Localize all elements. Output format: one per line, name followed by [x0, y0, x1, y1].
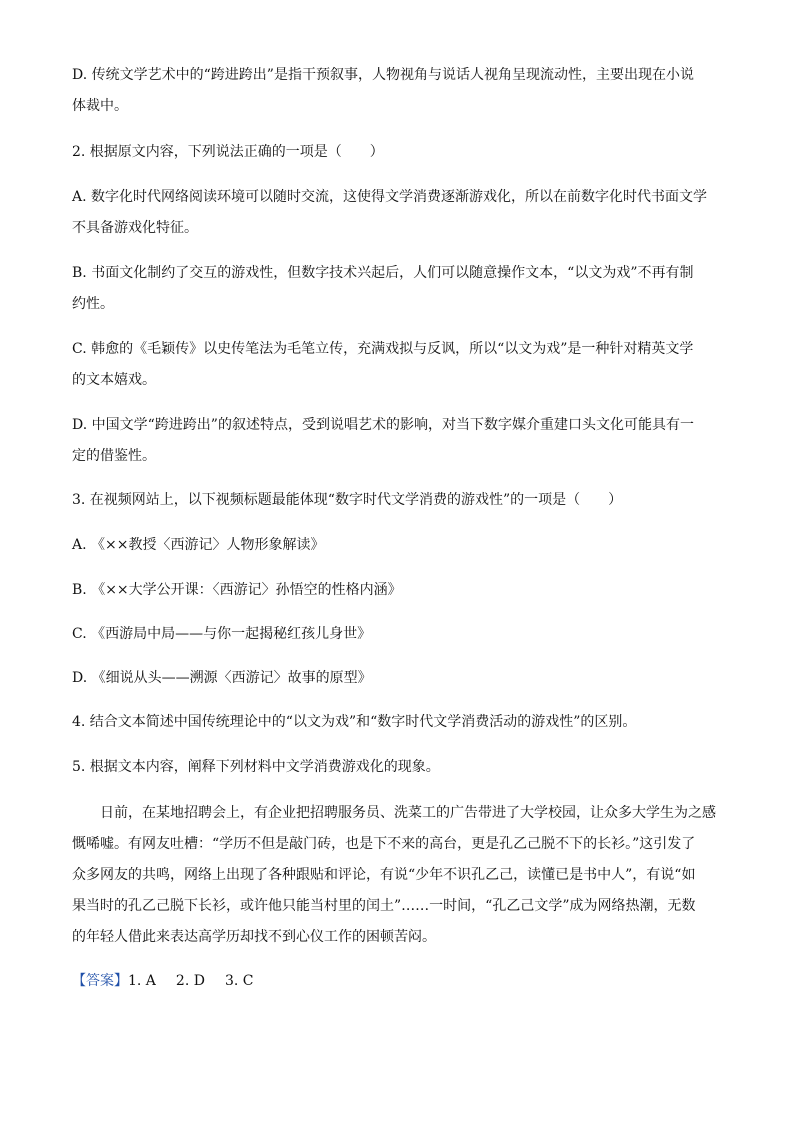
- question-3: 3. 在视频网站上，以下视频标题最能体现“数字时代文学消费的游戏性”的一项是（ ）: [72, 492, 623, 508]
- option-3b: B. 《××大学公开课：〈西游记〉孙悟空的性格内涵》: [72, 582, 402, 598]
- material-passage: 日前，在某地招聘会上，有企业把招聘服务员、洗菜工的广告带进了大学校园，让众多大学生为之感 慨唏嘘。有网友吐槽：“学历不但是敲门砖，也是下不来的高台，更是孔乙己脱不下的长衫。”这引发了 众多网友的共鸣，网络上出现了各种跟贴和评论，有说“少年不识孔乙己，读懂已是书中人”，有说“如 果当时的孔乙己脱下长衫，或许他只能当村里的闰土”……一时间，“孔乙己文学”成为网络热潮，无数 的年轻人借此来表达高学历却找不到心仪工作的困顿苦闷。: [72, 805, 716, 945]
- option-3a: A. 《××教授〈西游记〉人物形象解读》: [72, 537, 325, 553]
- answer-tag: 【答案】: [72, 973, 128, 989]
- option-2c: C. 韩愈的《毛颖传》以史传笔法为毛笔立传，充满戏拟与反讽，所以“以文为戏”是一种针对精英文学 的文本嬉戏。: [72, 341, 694, 388]
- option-1d: D. 传统文学艺术中的“跨进跨出”是指干预叙事，人物视角与说话人视角呈现流动性，主要出现在小说 体裁中。: [72, 67, 694, 114]
- option-3d: D. 《细说从头——溯源〈西游记〉故事的原型》: [72, 670, 372, 686]
- question-4: 4. 结合文本简述中国传统理论中的“以文为戏”和“数字时代文学消费活动的游戏性”的区别。: [72, 714, 637, 730]
- answer-line: [72, 966, 254, 997]
- question-5: 5. 根据文本内容，阐释下列材料中文学消费游戏化的现象。: [72, 759, 440, 775]
- answer-item: 3. C: [224, 973, 254, 989]
- answer-item: 2. D: [175, 973, 205, 989]
- option-2b: B. 书面文化制约了交互的游戏性，但数字技术兴起后，人们可以随意操作文本，“以文为戏”不再有制 约性。: [72, 265, 694, 312]
- option-2a: A. 数字化时代网络阅读环境可以随时交流，这使得文学消费逐渐游戏化，所以在前数字化时代书面文学 不具备游戏化特征。: [72, 189, 708, 236]
- option-2d: D. 中国文学“跨进跨出”的叙述特点，受到说唱艺术的影响，对当下数字媒介重建口头文化可能具有一 定的借鉴性。: [72, 417, 694, 464]
- answer-item: 1. A: [128, 973, 156, 989]
- option-3c: C. 《西游局中局——与你一起揭秘红孩儿身世》: [72, 626, 372, 642]
- question-2: 2. 根据原文内容，下列说法正确的一项是（ ）: [72, 144, 384, 160]
